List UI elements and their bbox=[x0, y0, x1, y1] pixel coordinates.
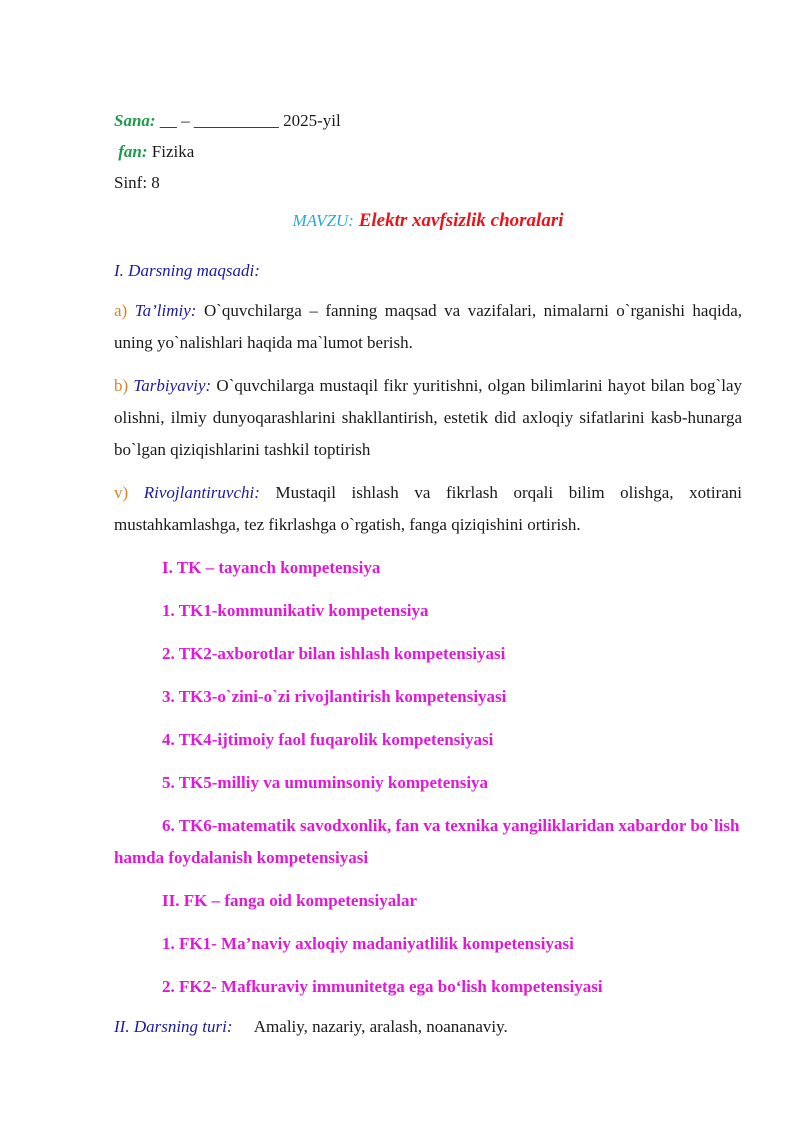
maqsad-item-rivojlantiruvchi bbox=[114, 477, 742, 541]
kompetensiya-item: 6. TK6-matematik savodxonlik, fan va texnika yangiliklaridan xabardor bo`lish hamda foydalanish kompetensiyasi bbox=[114, 816, 740, 867]
sana-label: Sana: bbox=[114, 111, 156, 130]
maqsad-label: Tarbiyaviy: bbox=[128, 376, 212, 395]
fan-line bbox=[114, 139, 742, 165]
maqsad-letter: v) bbox=[114, 483, 129, 502]
mavzu-label: MAVZU: bbox=[292, 211, 354, 230]
maqsad-label: Rivojlantiruvchi: bbox=[128, 483, 260, 502]
kompetensiya-item: 2. FK2- Mafkuraviy immunitetga ega bo‘lish kompetensiyasi bbox=[162, 977, 603, 996]
maqsad-heading bbox=[114, 258, 742, 284]
maqsad-label: Ta’limiy: bbox=[127, 301, 197, 320]
kompetensiya-item: 1. TK1-kommunikativ kompetensiya bbox=[162, 601, 429, 620]
maqsad-letter: a) bbox=[114, 301, 128, 320]
sana-line bbox=[114, 108, 742, 134]
maqsad-item-talimiy bbox=[114, 295, 742, 359]
fan-value: Fizika bbox=[147, 142, 195, 161]
kompetensiya-item: 2. TK2-axborotlar bilan ishlash kompetensiyasi bbox=[162, 644, 506, 663]
kompetensiya-item: 5. TK5-milliy va umuminsoniy kompetensiya bbox=[162, 773, 489, 792]
mavzu-line bbox=[114, 206, 742, 236]
maqsad-heading-text: Darsning maqsadi: bbox=[123, 261, 260, 280]
darsning-turi-label: II. Darsning turi: bbox=[114, 1017, 233, 1036]
document-page bbox=[114, 108, 742, 1040]
darsning-turi-line bbox=[114, 1014, 742, 1040]
kompetensiya-list bbox=[114, 552, 742, 1003]
kompetensiya-item: I. TK – tayanch kompetensiya bbox=[162, 558, 381, 577]
maqsad-letter: b) bbox=[114, 376, 129, 395]
kompetensiya-item: II. FK – fanga oid kompetensiyalar bbox=[162, 891, 418, 910]
maqsad-text: Mustaqil ishlash va fikrlash orqali bilim olishga, xotirani mustahkamlashga, tez fikrlashga o`rgatish, fanga qiziqishini ortirish. bbox=[114, 483, 742, 534]
fan-label: fan: bbox=[118, 142, 148, 161]
kompetensiya-item: 3. TK3-o`zini-o`zi rivojlantirish kompetensiyasi bbox=[162, 687, 507, 706]
kompetensiya-item: 4. TK4-ijtimoiy faol fuqarolik kompetensiyasi bbox=[162, 730, 494, 749]
kompetensiya-item: 1. FK1- Ma’naviy axloqiy madaniyatlilik kompetensiyasi bbox=[162, 934, 574, 953]
darsning-turi-value: Amaliy, nazariy, aralash, noananaviy. bbox=[253, 1017, 508, 1036]
sana-value: __ – __________ 2025-yil bbox=[155, 111, 341, 130]
maqsad-heading-num: I. bbox=[114, 261, 124, 280]
maqsad-text: O`quvchilarga mustaqil fikr yuritishni, olgan bilimlarini hayot bilan bog`lay olishni, ilmiy dunyoqarashlarini shakllantirish, estetik did axloqiy sifatlarini kasb-hunarga bo`lgan qiziqishlarini tashkil toptirish bbox=[114, 376, 742, 459]
mavzu-title: Elektr xavfsizlik choralari bbox=[353, 210, 564, 231]
sinf-line: Sinf: 8 bbox=[114, 173, 160, 192]
maqsad-text: O`quvchilarga – fanning maqsad va vazifalari, nimalarni o`rganishi haqida, uning yo`nalishlari haqida ma`lumot berish. bbox=[114, 301, 742, 352]
maqsad-item-tarbiyaviy bbox=[114, 370, 742, 466]
